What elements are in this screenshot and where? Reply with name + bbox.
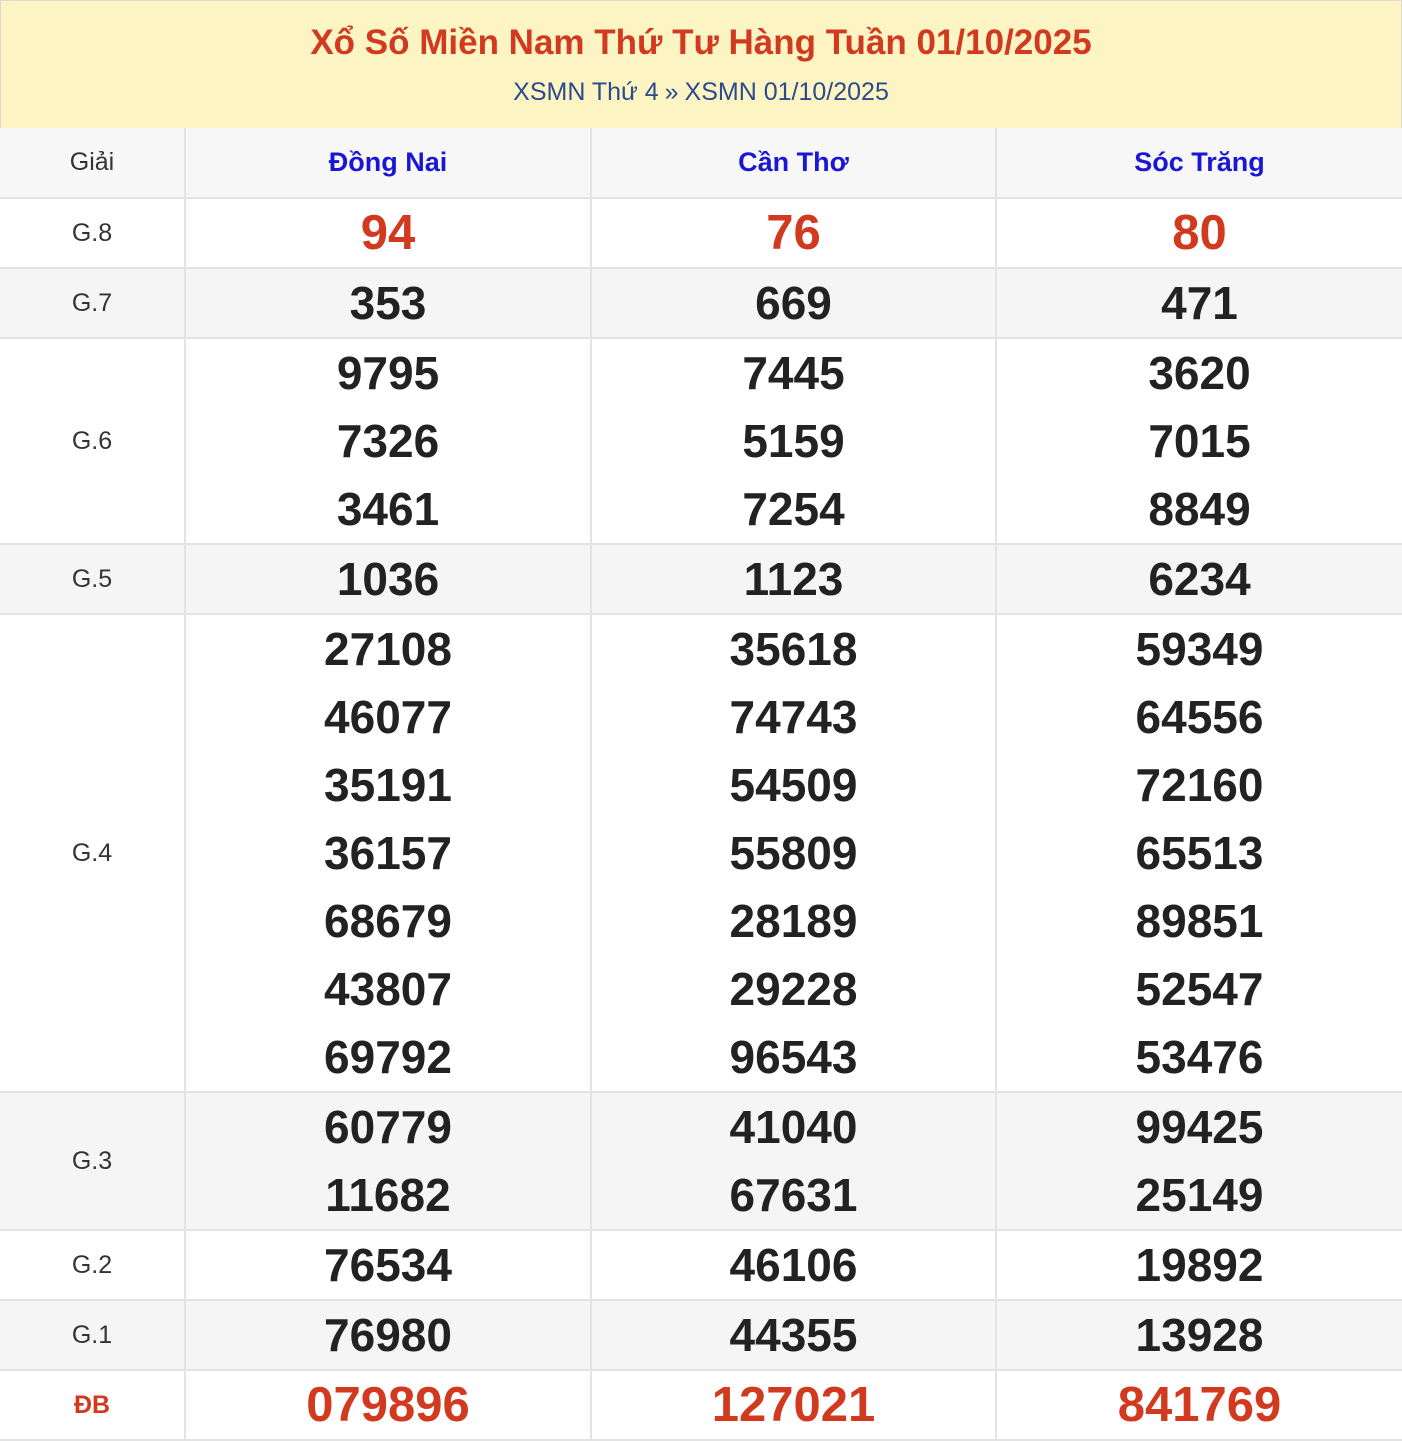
result-number: 27108	[324, 623, 452, 675]
result-number: 59349	[1135, 623, 1264, 675]
result-number: 8849	[1148, 483, 1251, 535]
table-header-row	[0, 128, 1402, 198]
result-number: 94	[360, 206, 416, 260]
result-cell	[591, 1370, 996, 1440]
page-title: Xổ Số Miền Nam Thứ Tư Hàng Tuần 01/10/2025	[310, 23, 1092, 62]
result-cell	[185, 544, 591, 614]
result-number: 7254	[742, 483, 845, 535]
result-cell	[185, 1300, 591, 1370]
result-number: 99425	[1135, 1101, 1264, 1153]
prize-label: G.5	[0, 544, 185, 614]
prize-row-g4	[0, 614, 1402, 1092]
result-cell	[996, 338, 1402, 544]
result-number: 53476	[1135, 1031, 1264, 1083]
prize-label: G.1	[0, 1300, 185, 1370]
result-number: 7445	[742, 347, 845, 399]
prize-label: G.7	[0, 268, 185, 338]
prize-row-g6	[0, 338, 1402, 544]
result-cell	[996, 1092, 1402, 1230]
result-cell	[185, 614, 591, 1092]
breadcrumb-link-weekday[interactable]: XSMN Thứ 4	[513, 78, 659, 106]
result-number: 54509	[729, 759, 858, 811]
result-number: 7326	[336, 415, 440, 467]
result-cell	[591, 198, 996, 268]
result-number: 89851	[1135, 895, 1264, 947]
result-number: 35618	[729, 623, 858, 675]
result-number: 65513	[1135, 827, 1264, 879]
special-prize-number: 127021	[711, 1378, 876, 1432]
result-cell	[996, 1300, 1402, 1370]
breadcrumb-separator: »	[664, 78, 679, 106]
result-cell	[185, 1230, 591, 1300]
result-number: 9795	[336, 347, 440, 399]
result-cell	[185, 268, 591, 338]
result-cell	[591, 544, 996, 614]
result-number: 11682	[325, 1169, 451, 1221]
result-number: 60779	[324, 1101, 452, 1153]
prize-label: G.3	[0, 1092, 185, 1230]
result-number: 1123	[743, 553, 844, 605]
special-prize-number: 079896	[306, 1378, 470, 1432]
result-cell	[996, 268, 1402, 338]
result-number: 52547	[1135, 963, 1264, 1015]
result-number: 29228	[729, 963, 858, 1015]
result-cell	[996, 1230, 1402, 1300]
result-number: 13928	[1135, 1309, 1264, 1361]
result-number: 46077	[324, 691, 452, 743]
prize-row-g2	[0, 1230, 1402, 1300]
result-cell	[591, 614, 996, 1092]
result-number: 3620	[1148, 347, 1251, 399]
result-number: 7015	[1148, 415, 1251, 467]
result-number: 669	[755, 277, 832, 329]
prize-row-g3	[0, 1092, 1402, 1230]
result-number: 5159	[742, 415, 845, 467]
result-cell	[591, 338, 996, 544]
result-number: 43807	[324, 963, 452, 1015]
breadcrumb	[1, 78, 1401, 106]
prize-label-special: ĐB	[0, 1370, 185, 1440]
result-number: 74743	[729, 691, 858, 743]
result-number: 1036	[336, 553, 440, 605]
result-number: 96543	[729, 1031, 858, 1083]
result-cell	[185, 338, 591, 544]
result-number: 72160	[1135, 759, 1264, 811]
result-number: 6234	[1148, 553, 1251, 605]
result-number: 69792	[324, 1031, 452, 1083]
result-number: 76980	[324, 1309, 452, 1361]
result-number: 28189	[729, 895, 858, 947]
result-cell	[185, 1370, 591, 1440]
result-number: 353	[349, 277, 427, 329]
results-table	[0, 128, 1402, 1441]
prize-label: G.6	[0, 338, 185, 544]
result-cell	[591, 268, 996, 338]
page-header	[0, 0, 1402, 128]
result-number: 36157	[324, 827, 452, 879]
result-number: 80	[1172, 206, 1227, 260]
result-number: 67631	[729, 1169, 858, 1221]
result-cell	[996, 614, 1402, 1092]
result-cell	[591, 1092, 996, 1230]
special-prize-number: 841769	[1117, 1378, 1282, 1432]
prize-row-g8	[0, 198, 1402, 268]
prize-row-g7	[0, 268, 1402, 338]
breadcrumb-link-date[interactable]: XSMN 01/10/2025	[684, 78, 889, 106]
result-number: 46106	[729, 1239, 858, 1291]
result-number: 68679	[324, 895, 452, 947]
result-number: 35191	[324, 759, 452, 811]
result-number: 64556	[1135, 691, 1264, 743]
prize-label: G.8	[0, 198, 185, 268]
province-header-can-tho[interactable]: Cần Thơ	[591, 128, 996, 198]
result-number: 41040	[729, 1101, 858, 1153]
result-number: 471	[1161, 277, 1238, 329]
prize-row-g5	[0, 544, 1402, 614]
result-number: 44355	[729, 1309, 858, 1361]
result-cell	[591, 1230, 996, 1300]
result-cell	[996, 1370, 1402, 1440]
prize-label: G.2	[0, 1230, 185, 1300]
result-cell	[996, 544, 1402, 614]
prize-row-special	[0, 1370, 1402, 1440]
result-number: 25149	[1135, 1169, 1264, 1221]
result-cell	[185, 198, 591, 268]
result-cell	[996, 198, 1402, 268]
prize-row-g1	[0, 1300, 1402, 1370]
result-number: 3461	[336, 483, 440, 535]
result-number: 76534	[324, 1239, 452, 1291]
prize-column-header: Giải	[0, 128, 185, 198]
province-header-soc-trang[interactable]: Sóc Trăng	[996, 128, 1402, 198]
result-number: 55809	[729, 827, 858, 879]
result-cell	[185, 1092, 591, 1230]
province-header-dong-nai[interactable]: Đồng Nai	[185, 128, 591, 198]
result-number: 76	[766, 206, 821, 260]
prize-label: G.4	[0, 614, 185, 1092]
result-cell	[591, 1300, 996, 1370]
result-number: 19892	[1135, 1239, 1264, 1291]
